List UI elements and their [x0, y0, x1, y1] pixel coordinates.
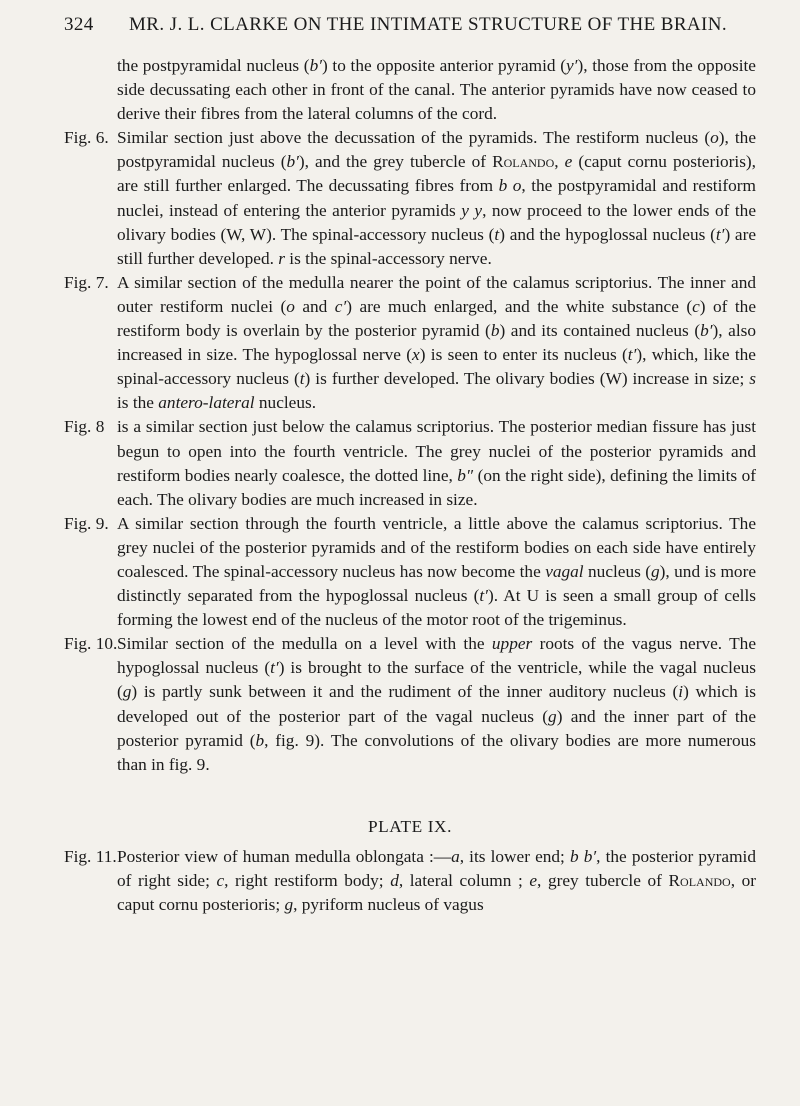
fig-6-caption: Fig. 6. Similar section just above the decussation of the pyramids. The restiform nucleus (o), the postpyramidal nucleus (b′), and the grey tubercle of Rolando, e (caput cornu posterioris), are still further enlarged. The decussating fibres from b o, the postpyramidal and restiform nuclei, instead of entering the anterior pyramids y y, now proceed to the lower ends of the olivary bodies (W, W). The spinal-accessory nucleus (t) and the hypoglossal nucleus (t′) are still further developed. r is the spinal-accessory nerve. — [64, 128, 757, 268]
fig-9-label: Fig. 9. — [64, 513, 109, 533]
fig-9-caption: Fig. 9. A similar section through the fourth ventricle, a little above the calamus scriptorius. The grey nuclei of the posterior pyramids and of the restiform bodies on each side have entirely coalesced. The spinal-accessory nucleus has now become the vagal nucleus (g), und is more distinctly separated from the hypoglossal nucleus (t′). At U is seen a small group of cells forming the lowest end of the nucleus of the motor root of the trigeminus. — [64, 513, 757, 630]
running-title: MR. J. L. CLARKE ON THE INTIMATE STRUCTURE OF THE BRAIN. — [129, 14, 728, 35]
fig-8-label: Fig. 8 — [64, 417, 105, 437]
page-number: 324 — [64, 14, 94, 35]
fig-7-label: Fig. 7. — [64, 272, 109, 292]
fig-11-label: Fig. 11. — [64, 846, 117, 866]
page-body — [64, 54, 756, 917]
fig-7-caption: Fig. 7. A similar section of the medulla nearer the point of the calamus scriptorius. The inner and outer restiform nuclei (o and c′) are much enlarged, and the white substance (c) of the restiform body is overlain by the posterior pyramid (b) and its contained nucleus (b′), also increased in size. The hypoglossal nerve (x) is seen to enter its nucleus (t′), which, like the spinal-accessory nucleus (t) is further developed. The olivary bodies (W) increase in size; s is the antero-lateral nucleus. — [64, 272, 756, 413]
fig-8-caption: Fig. 8 is a similar section just below the calamus scriptorius. The posterior median fissure has just begun to open into the fourth ventricle. The grey nuclei of the posterior pyramids and restiform bodies nearly coalesce, the dotted line, b″ (on the right side), defining the limits of each. The olivary bodies are much increased in size. — [64, 417, 757, 509]
fig-6-label: Fig. 6. — [64, 128, 109, 148]
continuation-paragraph: the postpyramidal nucleus (b′) to the opposite anterior pyramid (y′), those from the opposite side decussating each other in front of the canal. The anterior pyramids have now ceased to derive their fibres from the lateral columns of the cord. — [117, 56, 756, 124]
fig-10-caption: Fig. 10. Similar section of the medulla on a level with the upper roots of the vagus nerve. The hypoglossal nucleus (t′) is brought to the surface of the ventricle, while the vagal nucleus (g) is partly sunk between it and the rudiment of the inner auditory nucleus (i) which is developed out of the posterior part of the vagal nucleus (g) and the inner part of the posterior pyramid (b, fig. 9). The convolutions of the olivary bodies are more numerous than in fig. 9. — [64, 634, 757, 774]
fig-11-caption: Fig. 11. Posterior view of human medulla oblongata :—a, its lower end; b b′, the posterior pyramid of right side; c, right restiform body; d, lateral column ; e, grey tubercle of Rolando, or caput cornu posterioris; g, pyriform nucleus of vagus — [64, 846, 756, 914]
plate-heading: PLATE IX. — [367, 816, 453, 836]
fig-10-label: Fig. 10. — [64, 634, 118, 654]
